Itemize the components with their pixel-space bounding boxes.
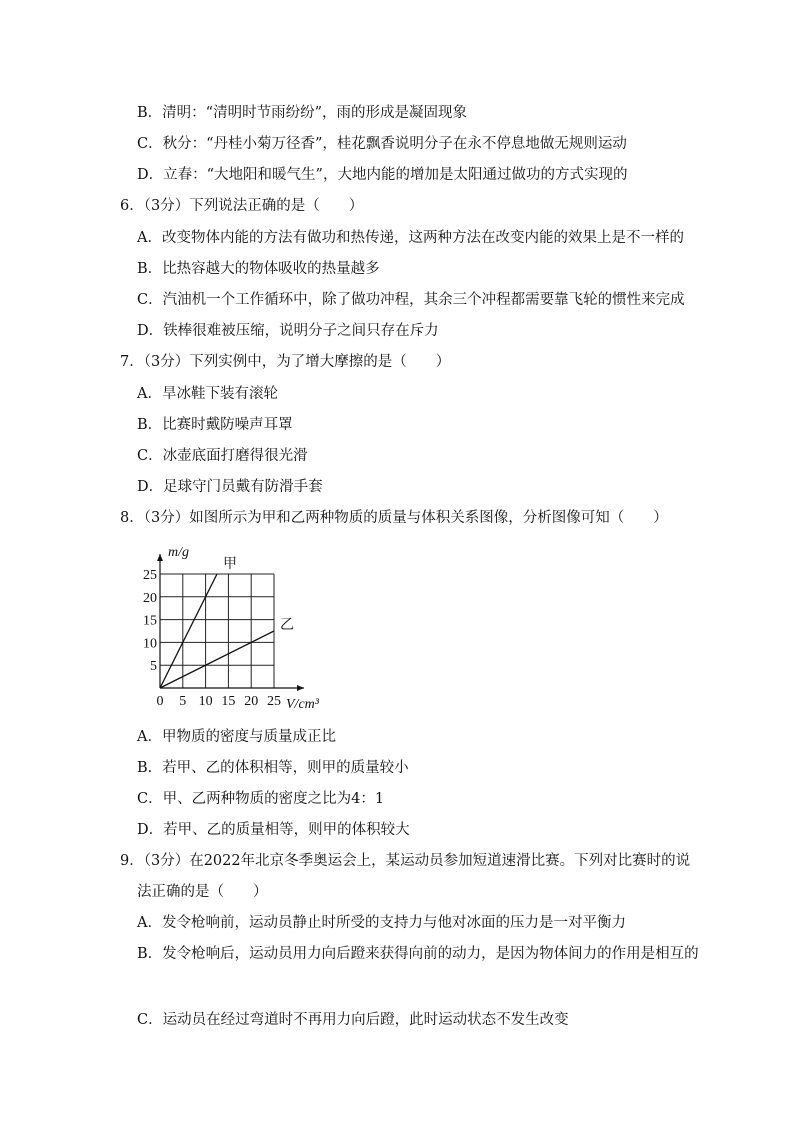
question-9-stem: 9．（3分）在2022年北京冬季奥运会上，某运动员参加短道速滑比赛。下列对比赛时的说 bbox=[120, 853, 691, 869]
option-5b: B．清明：“清明时节雨纷纷”，雨的形成是凝固现象 bbox=[137, 105, 467, 121]
option-8a: A．甲物质的密度与质量成正比 bbox=[137, 729, 336, 745]
series-line-2 bbox=[160, 631, 274, 688]
y-tick-label: 25 bbox=[143, 568, 157, 583]
series-line-1 bbox=[160, 574, 217, 688]
option-8b: B．若甲、乙的体积相等，则甲的质量较小 bbox=[137, 760, 409, 776]
option-5c: C．秋分：“丹桂小菊万径香”，桂花飘香说明分子在永不停息地做无规则运动 bbox=[137, 136, 627, 152]
graph-labels bbox=[143, 545, 320, 712]
option-7c: C．冰壶底面打磨得很光滑 bbox=[137, 448, 308, 464]
x-tick-label: 25 bbox=[267, 694, 281, 709]
option-7b: B．比赛时戴防噪声耳罩 bbox=[137, 417, 293, 433]
y-tick-label: 10 bbox=[143, 636, 157, 652]
question-8-stem: 8．（3分）如图所示为甲和乙两种物质的质量与体积关系图像，分析图像可知（ ） bbox=[120, 510, 668, 526]
option-9c: C．运动员在经过弯道时不再用力向后蹬，此时运动状态不发生改变 bbox=[137, 1012, 569, 1028]
option-7d: D．足球守门员戴有防滑手套 bbox=[137, 479, 323, 495]
x-tick-label: 0 bbox=[156, 694, 164, 709]
x-tick-label: 15 bbox=[221, 694, 236, 709]
option-9a: A．发令枪响前，运动员静止时所受的支持力与他对冰面的压力是一对平衡力 bbox=[137, 915, 626, 931]
question-9-stem-cont: 法正确的是（ ） bbox=[137, 884, 268, 900]
y-tick-label: 15 bbox=[143, 613, 157, 629]
y-tick-label: 20 bbox=[143, 590, 157, 606]
option-7a: A．旱冰鞋下装有滚轮 bbox=[137, 386, 278, 402]
option-6c: C．汽油机一个工作循环中，除了做功冲程，其余三个冲程都需要靠飞轮的惯性来完成 bbox=[137, 292, 685, 308]
x-tick-label: 10 bbox=[198, 694, 213, 709]
series-name-label: 甲 bbox=[223, 557, 237, 572]
option-8d: D．若甲、乙的质量相等，则甲的体积较大 bbox=[137, 822, 410, 838]
y-axis-label: m/g bbox=[168, 545, 189, 560]
option-6a: A．改变物体内能的方法有做功和热传递，这两种方法在改变内能的效果上是不一样的 bbox=[137, 230, 684, 246]
option-8c: C．甲、乙两种物质的密度之比为4：1 bbox=[137, 791, 385, 807]
option-5d: D．立春：“大地阳和暖气生”，大地内能的增加是太阳通过做功的方式实现的 bbox=[137, 167, 628, 183]
x-axis-label: V/cm³ bbox=[286, 697, 319, 712]
graph-grid bbox=[160, 574, 274, 688]
question-7-stem: 7．（3分）下列实例中，为了增大摩擦的是（ ） bbox=[120, 354, 451, 370]
option-6d: D．铁棒很难被压缩，说明分子之间只存在斥力 bbox=[137, 323, 439, 339]
option-9b: B．发令枪响后，运动员用力向后蹬来获得向前的动力，是因为物体间力的作用是相互的 bbox=[137, 946, 699, 962]
graph-series bbox=[160, 574, 274, 688]
question-6-stem: 6．（3分）下列说法正确的是（ ） bbox=[120, 198, 364, 214]
x-tick-label: 5 bbox=[179, 694, 187, 709]
series-name-label: 乙 bbox=[280, 618, 294, 633]
mass-volume-graph bbox=[140, 540, 360, 715]
y-tick-label: 5 bbox=[150, 659, 157, 675]
x-tick-label: 20 bbox=[244, 694, 259, 709]
option-6b: B．比热容越大的物体吸收的热量越多 bbox=[137, 261, 380, 277]
